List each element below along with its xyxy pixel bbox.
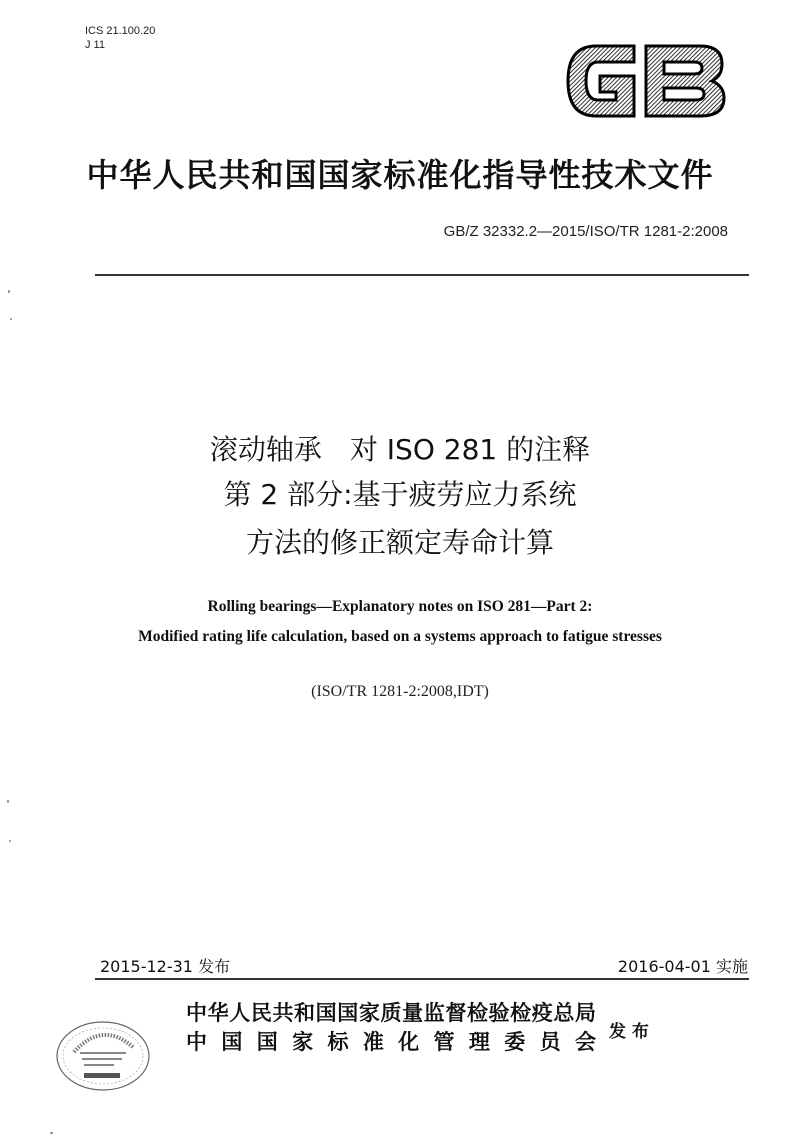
implementation-date: 2016-04-01 实施: [617, 957, 748, 976]
english-title-line-1: Rolling bearings—Explanatory notes on ISO 281—Part 2:: [207, 598, 593, 615]
scan-speck: [8, 290, 10, 293]
ccs-code: J 11: [85, 39, 105, 51]
scan-speck: [10, 318, 12, 320]
adoption-note: (ISO/TR 1281-2:2008,IDT): [311, 683, 489, 700]
chinese-title-line-2: 第 2 部分:基于疲劳应力系统: [223, 478, 577, 511]
issue-date: 2015-12-31 发布: [100, 957, 231, 976]
publish-label: 发 布: [609, 1022, 649, 1042]
document-type: 中华人民共和国国家标准化指导性技术文件: [86, 156, 714, 194]
bottom-divider: [95, 978, 749, 980]
chinese-title-line-3: 方法的修正额定寿命计算: [245, 526, 554, 559]
scan-speck: [7, 800, 9, 803]
top-divider: [95, 274, 749, 276]
gb-logo: [560, 40, 730, 122]
scan-speck: [50, 1132, 53, 1134]
scan-speck: [9, 840, 11, 842]
issuer-aqsiq: 中华人民共和国国家质量监督检验检疫总局: [186, 1001, 596, 1025]
issuer-sac: 中国国家标准化管理委员会: [186, 1030, 596, 1054]
anti-counterfeit-stamp-icon: [54, 1018, 152, 1094]
english-title-line-2: Modified rating life calculation, based on a systems approach to fatigue stresses: [138, 628, 662, 645]
document-number: GB/Z 32332.2—2015/ISO/TR 1281-2:2008: [443, 223, 728, 240]
chinese-title-line-1: 滚动轴承 对 ISO 281 的注释: [209, 433, 591, 466]
ics-code: ICS 21.100.20: [85, 25, 156, 37]
